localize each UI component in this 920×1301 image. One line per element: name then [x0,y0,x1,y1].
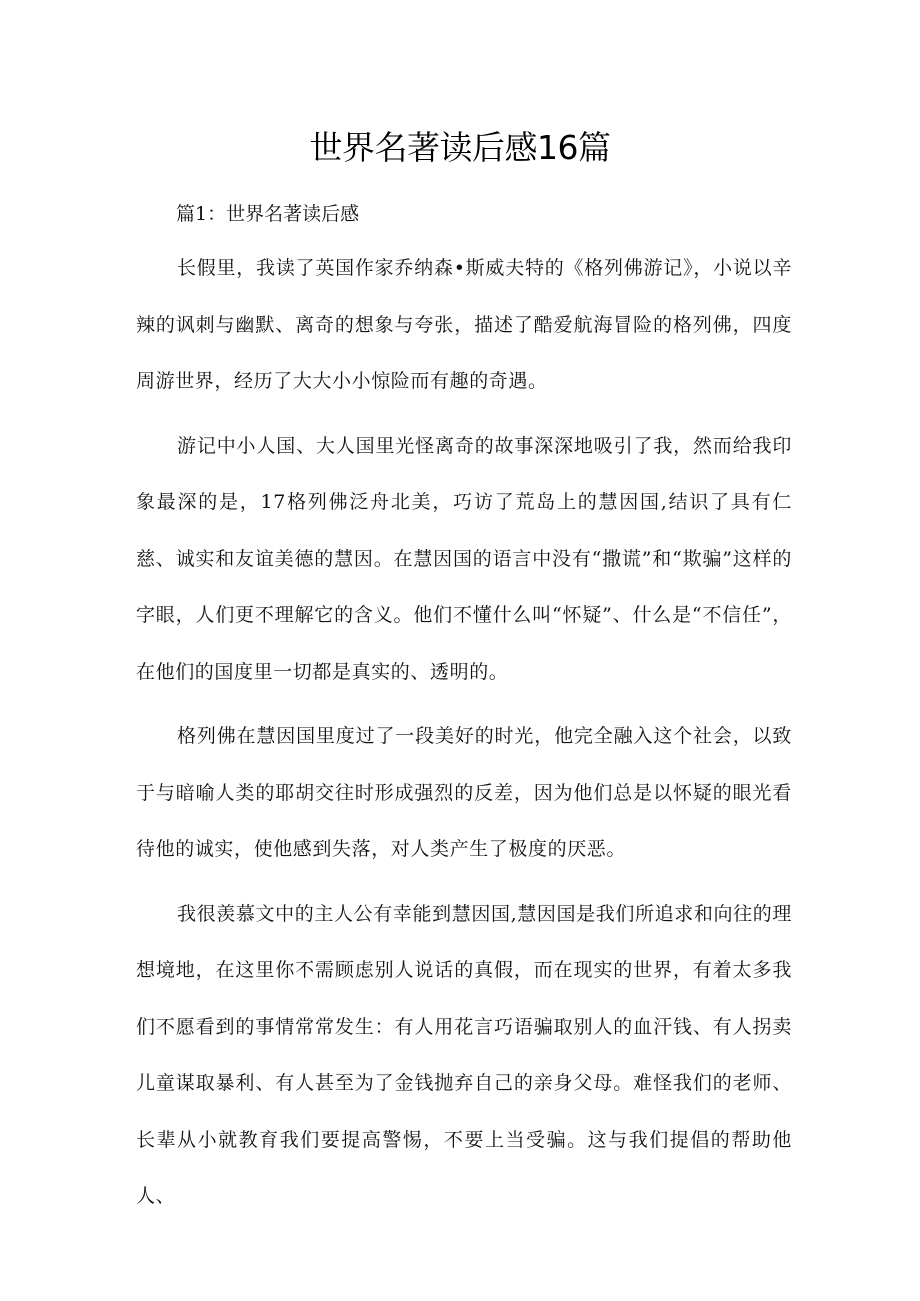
paragraph-1: 长假里，我读了英国作家乔纳森•斯威夫特的《格列佛游记》，小说以辛辣的讽刺与幽默、离奇的想象与夸张，描述了酷爱航海冒险的格列佛，四度周游世界，经历了大大小小惊险而有趣的奇遇。 [136,257,792,392]
paragraph-4: 我很羡慕文中的主人公有幸能到慧因国,慧因国是我们所追求和向往的理想境地，在这里你不需顾虑别人说话的真假，而在现实的世界，有着太多我们不愿看到的事情常常发生：有人用花言巧语骗取别人的血汗钱、有人拐卖儿童谋取暴利、有人甚至为了金钱抛弃自己的亲身父母。难怪我们的老师、长辈从小就教育我们要提高警惕，不要上当受骗。这与我们提倡的帮助他人、 [136,902,792,1207]
paragraph-3: 格列佛在慧因国里度过了一段美好的时光，他完全融入这个社会，以致于与暗喻人类的耶胡交往时形成强烈的反差，因为他们总是以怀疑的眼光看待他的诚实，使他感到失落，对人类产生了极度的厌恶。 [136,725,792,860]
section-heading: 篇1：世界名著读后感 [176,203,360,225]
document-title: 世界名著读后感16篇 [309,128,611,167]
paragraph-2: 游记中小人国、大人国里光怪离奇的故事深深地吸引了我，然而给我印象最深的是，17格列佛泛舟北美，巧访了荒岛上的慧因国,结识了具有仁慈、诚实和友谊美德的慧因。在慧因国的语言中没有“撒谎”和“欺骗”这样的字眼，人们更不理解它的含义。他们不懂什么叫“怀疑”、什么是“不信任”，在他们的国度里一切都是真实的、透明的。 [136,434,792,683]
document-body [136,196,792,1233]
